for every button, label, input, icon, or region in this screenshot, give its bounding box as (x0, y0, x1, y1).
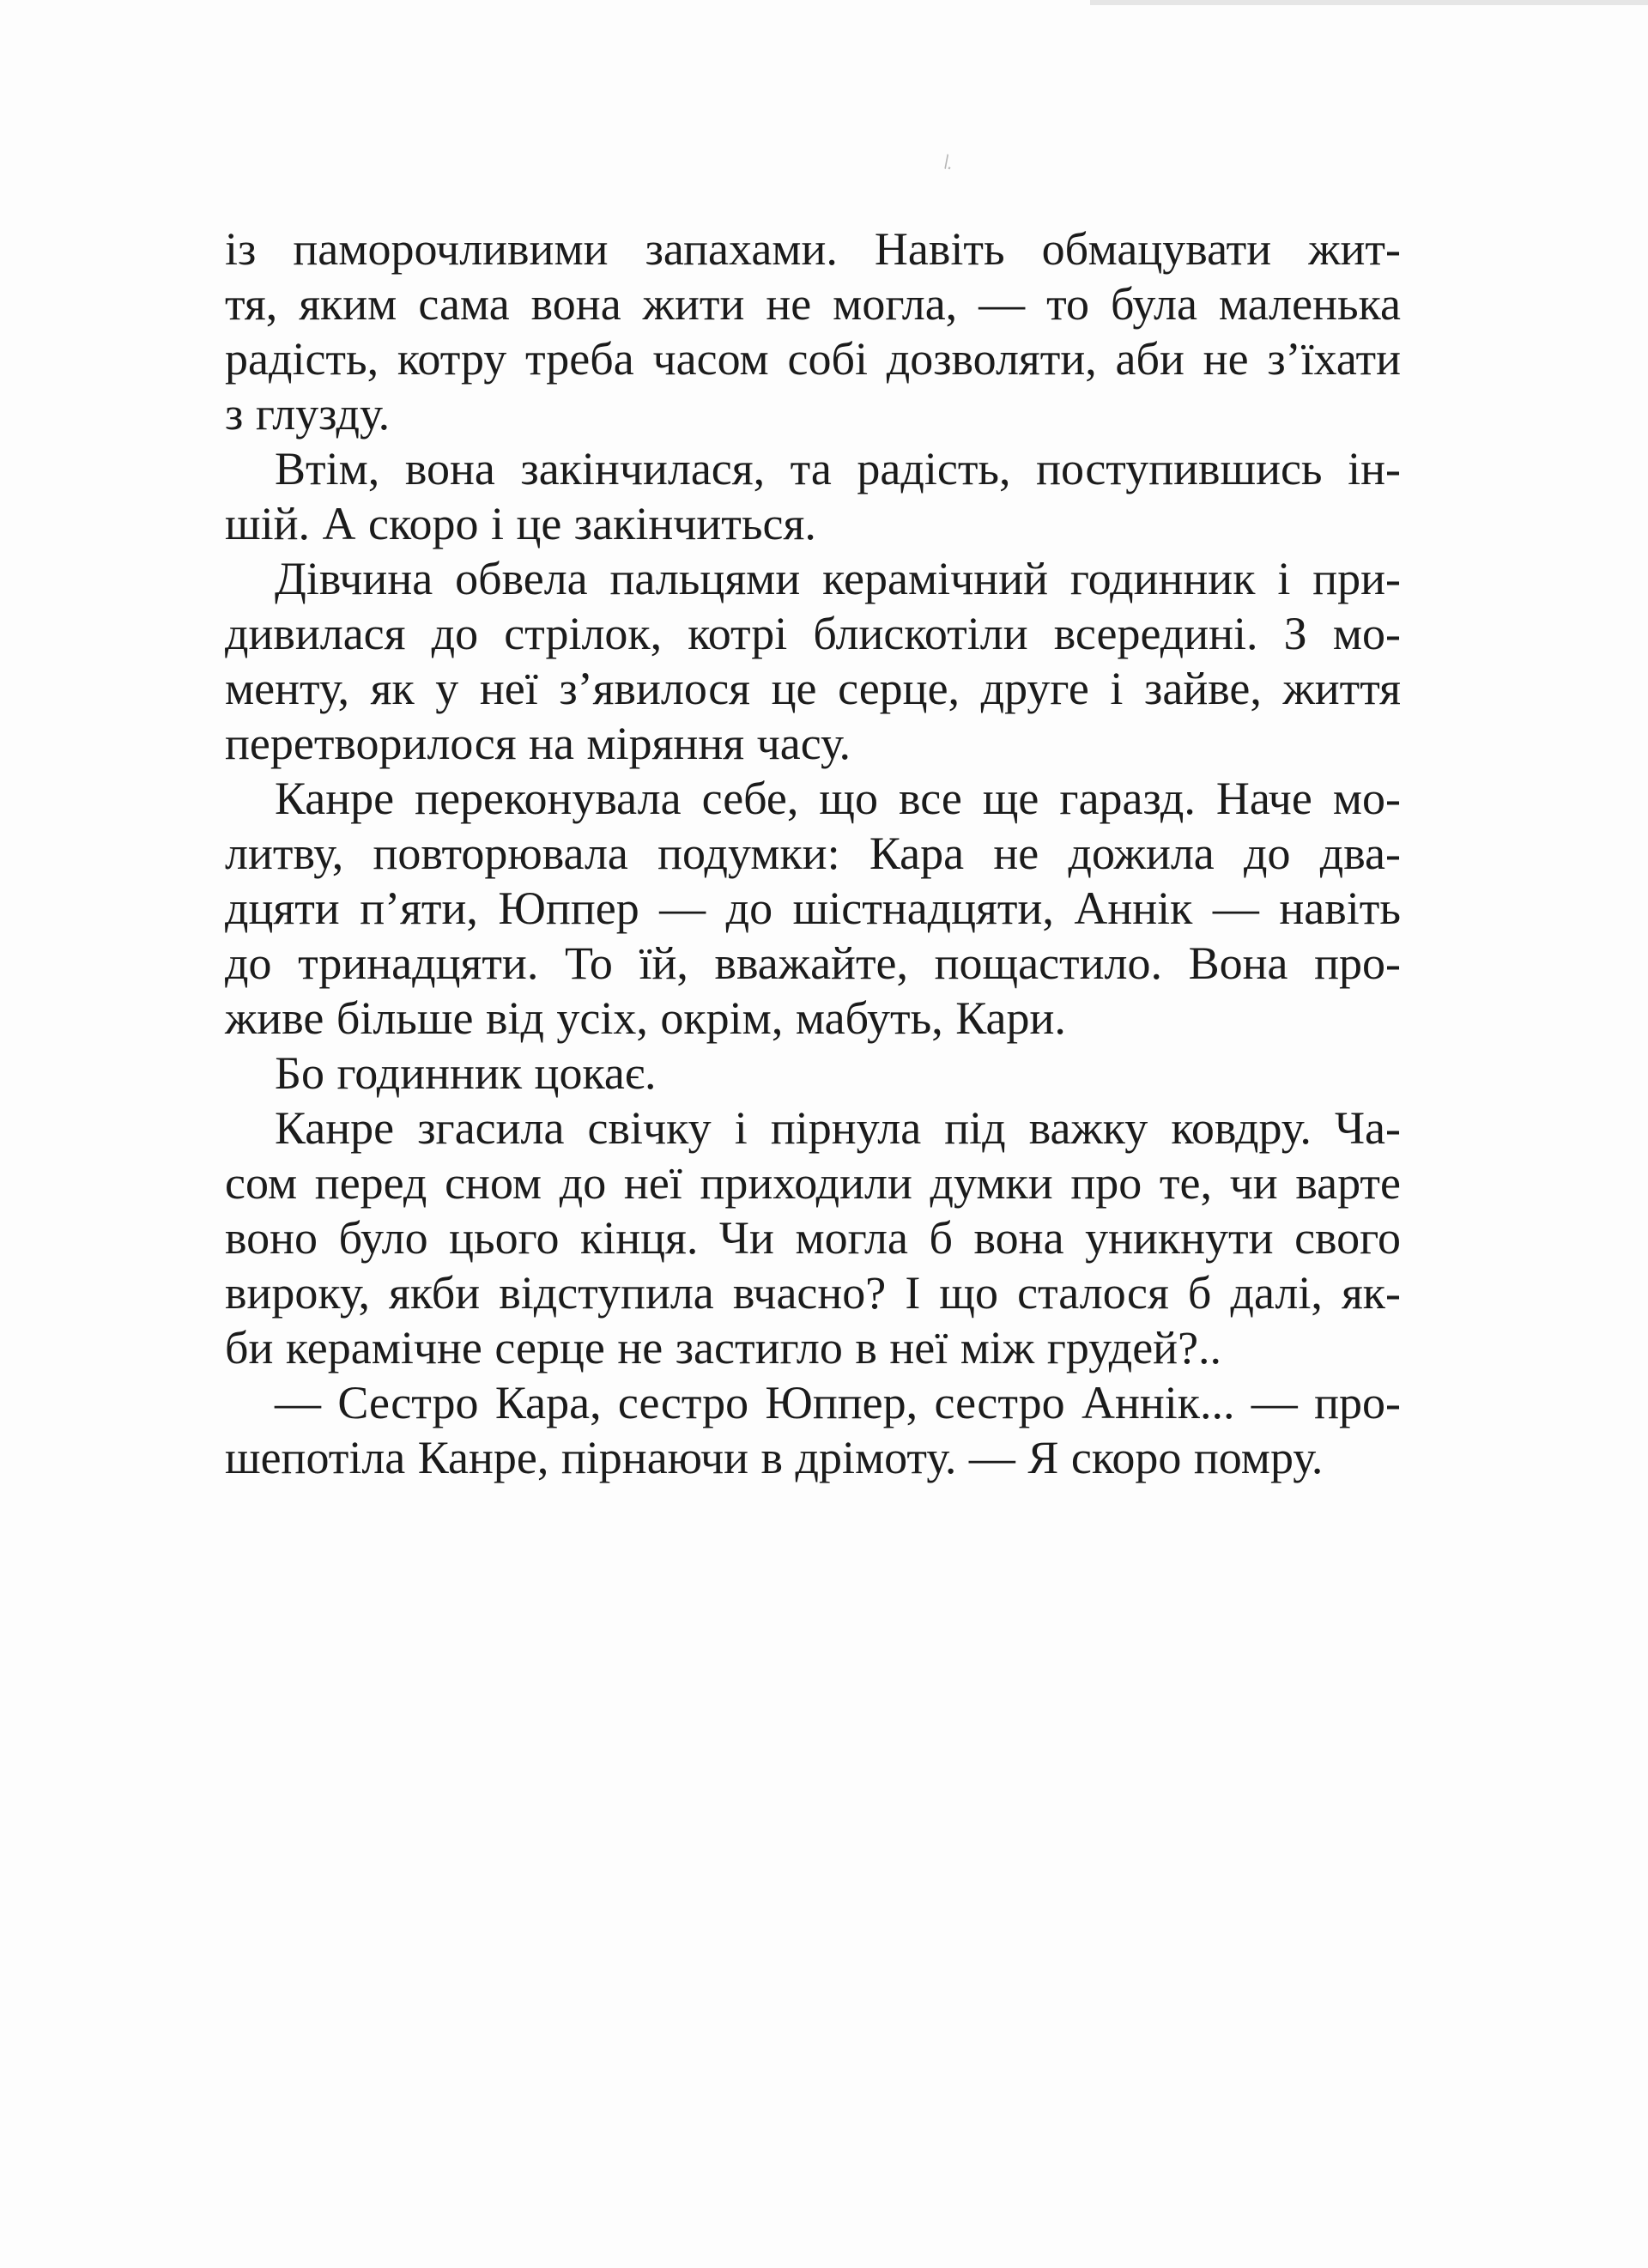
page-text (225, 221, 1401, 1485)
text-line: до тринадцяти. То їй, вважайте, пощастило. Вона про- (225, 937, 1401, 989)
text-line: живе більше від усіх, окрім, мабуть, Кари. (225, 992, 1066, 1044)
text-line: литву, повторювала подумки: Кара не дожила до два- (225, 828, 1401, 879)
text-line: Канре переконувала себе, що все ще гаразд. Наче мо- (275, 773, 1401, 824)
text-line: шій. А скоро і це закінчиться. (225, 498, 816, 549)
text-line: Дівчина обвела пальцями керамічний годинник і при- (275, 553, 1401, 604)
text-line: сом перед сном до неї приходили думки про те, чи варте (225, 1157, 1401, 1209)
text-line: вироку, якби відступила вчасно? І що сталося б далі, як- (225, 1267, 1401, 1319)
print-speck: \. (939, 150, 960, 174)
page-edge-shadow (1090, 0, 1648, 5)
text-line: дивилася до стрілок, котрі блискотіли всередині. З мо- (225, 608, 1401, 659)
text-line: із паморочливими запахами. Навіть обмацувати жит- (225, 223, 1401, 275)
text-line: Втім, вона закінчилася, та радість, поступившись ін- (275, 443, 1401, 494)
text-line: Канре згасила свічку і пірнула під важку ковдру. Ча- (275, 1102, 1401, 1154)
text-line: дцяти п’яти, Юппер — до шістнадцяти, Аннік — навіть (225, 882, 1401, 934)
text-line: би керамічне серце не застигло в неї між грудей?.. (225, 1322, 1222, 1374)
text-line: перетворилося на міряння часу. (225, 718, 851, 769)
text-line: шепотіла Канре, пірнаючи в дрімоту. — Я скоро помру. (225, 1432, 1324, 1483)
text-line: тя, яким сама вона жити не могла, — то була маленька (225, 278, 1401, 330)
text-line: з глузду. (225, 388, 391, 440)
text-line: — Сестро Кара, сестро Юппер, сестро Аннік... — про- (275, 1377, 1401, 1428)
text-line: Бо годинник цокає. (275, 1047, 657, 1099)
text-line: менту, як у неї з’явилося це серце, друге і зайве, життя (225, 663, 1401, 714)
text-line: воно було цього кінця. Чи могла б вона уникнути свого (225, 1212, 1401, 1264)
text-line: радість, котру треба часом собі дозволяти, аби не з’їхати (225, 333, 1401, 385)
